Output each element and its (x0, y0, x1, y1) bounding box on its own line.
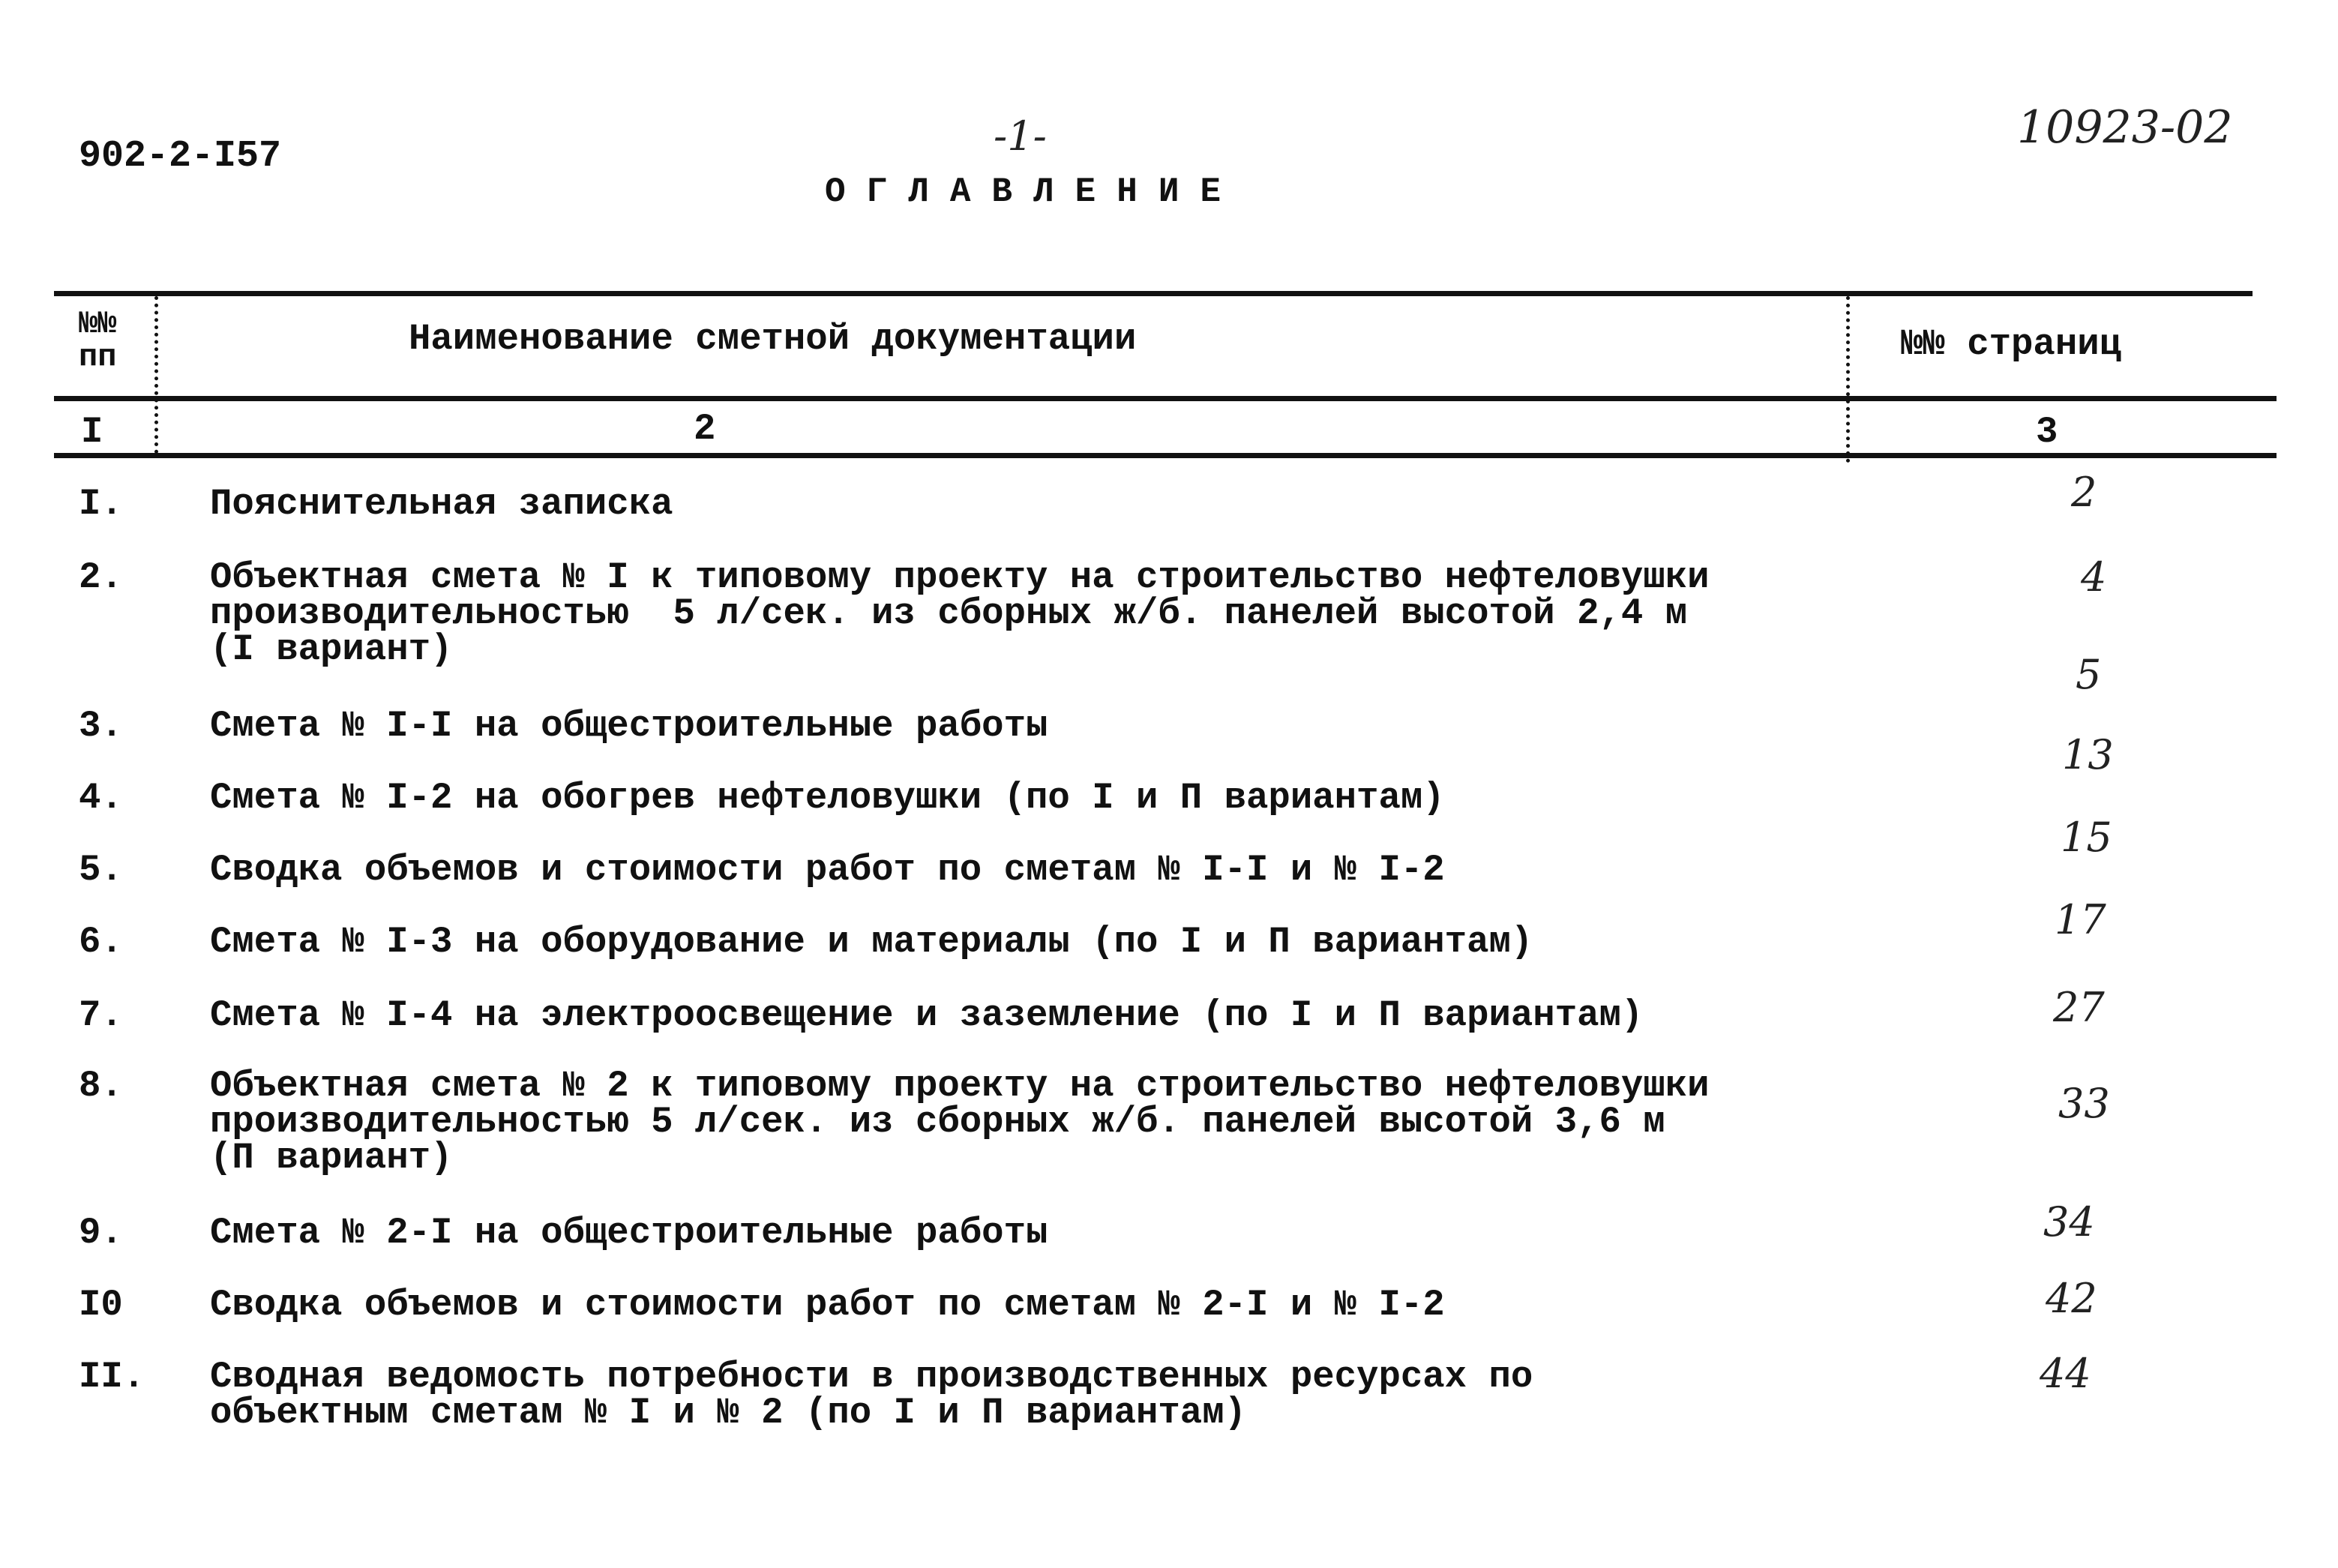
column-divider (1846, 296, 1850, 463)
row-number: 9. (79, 1212, 123, 1254)
row-page: 4 (2081, 553, 2107, 601)
row-title: Смета № I-3 на оборудование и материалы (по I и П вариантам) (210, 921, 1533, 963)
row-page: 33 (2058, 1080, 2110, 1127)
row-page: 13 (2062, 731, 2114, 778)
column-header-number: №№ пп (79, 306, 117, 375)
row-number: 6. (79, 921, 123, 963)
row-title: Смета № I-2 на обогрев нефтеловушки (по I и П вариантам) (210, 777, 1445, 819)
row-number: I. (79, 483, 123, 525)
row-page: 15 (2061, 814, 2112, 861)
row-number: I0 (79, 1284, 123, 1326)
row-title: Смета № I-4 на электроосвещение и заземление (по I и П вариантам) (210, 994, 1644, 1036)
row-number: 3. (79, 705, 123, 747)
row-title: Объектная смета № 2 к типовому проекту на строительство нефтеловушки (210, 1065, 1710, 1107)
row-page: 42 (2046, 1275, 2097, 1322)
page-title: ОГЛАВЛЕНИЕ (825, 172, 1242, 211)
row-page: 17 (2055, 896, 2106, 943)
row-title: Смета № 2-I на общестроительные работы (210, 1212, 1048, 1254)
row-title: объектным сметам № I и № 2 (по I и П вариантам) (210, 1392, 1247, 1434)
row-title: производительностью 5 л/сек. из сборных ж/б. панелей высотой 2,4 м (210, 592, 1688, 634)
row-title: Сводная ведомость потребности в производственных ресурсах по (210, 1356, 1533, 1398)
row-number: 8. (79, 1065, 123, 1107)
row-page: 44 (2040, 1350, 2091, 1397)
row-number: 2. (79, 556, 123, 598)
row-title: (I вариант) (210, 628, 453, 670)
column-divider (154, 296, 158, 454)
table-top-rule (54, 291, 2253, 296)
row-page: 27 (2053, 984, 2105, 1031)
row-title: Смета № I-I на общестроительные работы (210, 705, 1048, 747)
row-number: II. (79, 1356, 145, 1398)
column-header-name: Наименование сметной документации (409, 318, 1137, 360)
doc-code: 902-2-I57 (79, 135, 282, 178)
column-index: I (81, 411, 103, 453)
column-header-pages: №№ страниц (1901, 323, 2122, 365)
row-title: Сводка объемов и стоимости работ по сметам № 2-I и № I-2 (210, 1284, 1445, 1326)
table-index-rule (54, 453, 2277, 458)
row-number: 4. (79, 777, 123, 819)
row-title: Объектная смета № I к типовому проекту на строительство нефтеловушки (210, 556, 1710, 598)
row-page: 5 (2076, 651, 2102, 698)
row-title: производительностью 5 л/сек. из сборных ж/б. панелей высотой 3,6 м (210, 1101, 1665, 1143)
column-index: 3 (2036, 411, 2058, 453)
row-title: (П вариант) (210, 1137, 453, 1179)
row-page: 2 (2071, 469, 2097, 516)
row-number: 5. (79, 849, 123, 891)
row-number: 7. (79, 994, 123, 1036)
row-title: Сводка объемов и стоимости работ по сметам № I-I и № I-2 (210, 849, 1445, 891)
archive-number: 10923-02 (2017, 101, 2233, 154)
column-index: 2 (694, 408, 716, 450)
page-number: -1- (994, 112, 1047, 160)
table-header-rule (54, 396, 2277, 401)
row-title: Пояснительная записка (210, 483, 673, 525)
row-page: 34 (2043, 1198, 2095, 1246)
